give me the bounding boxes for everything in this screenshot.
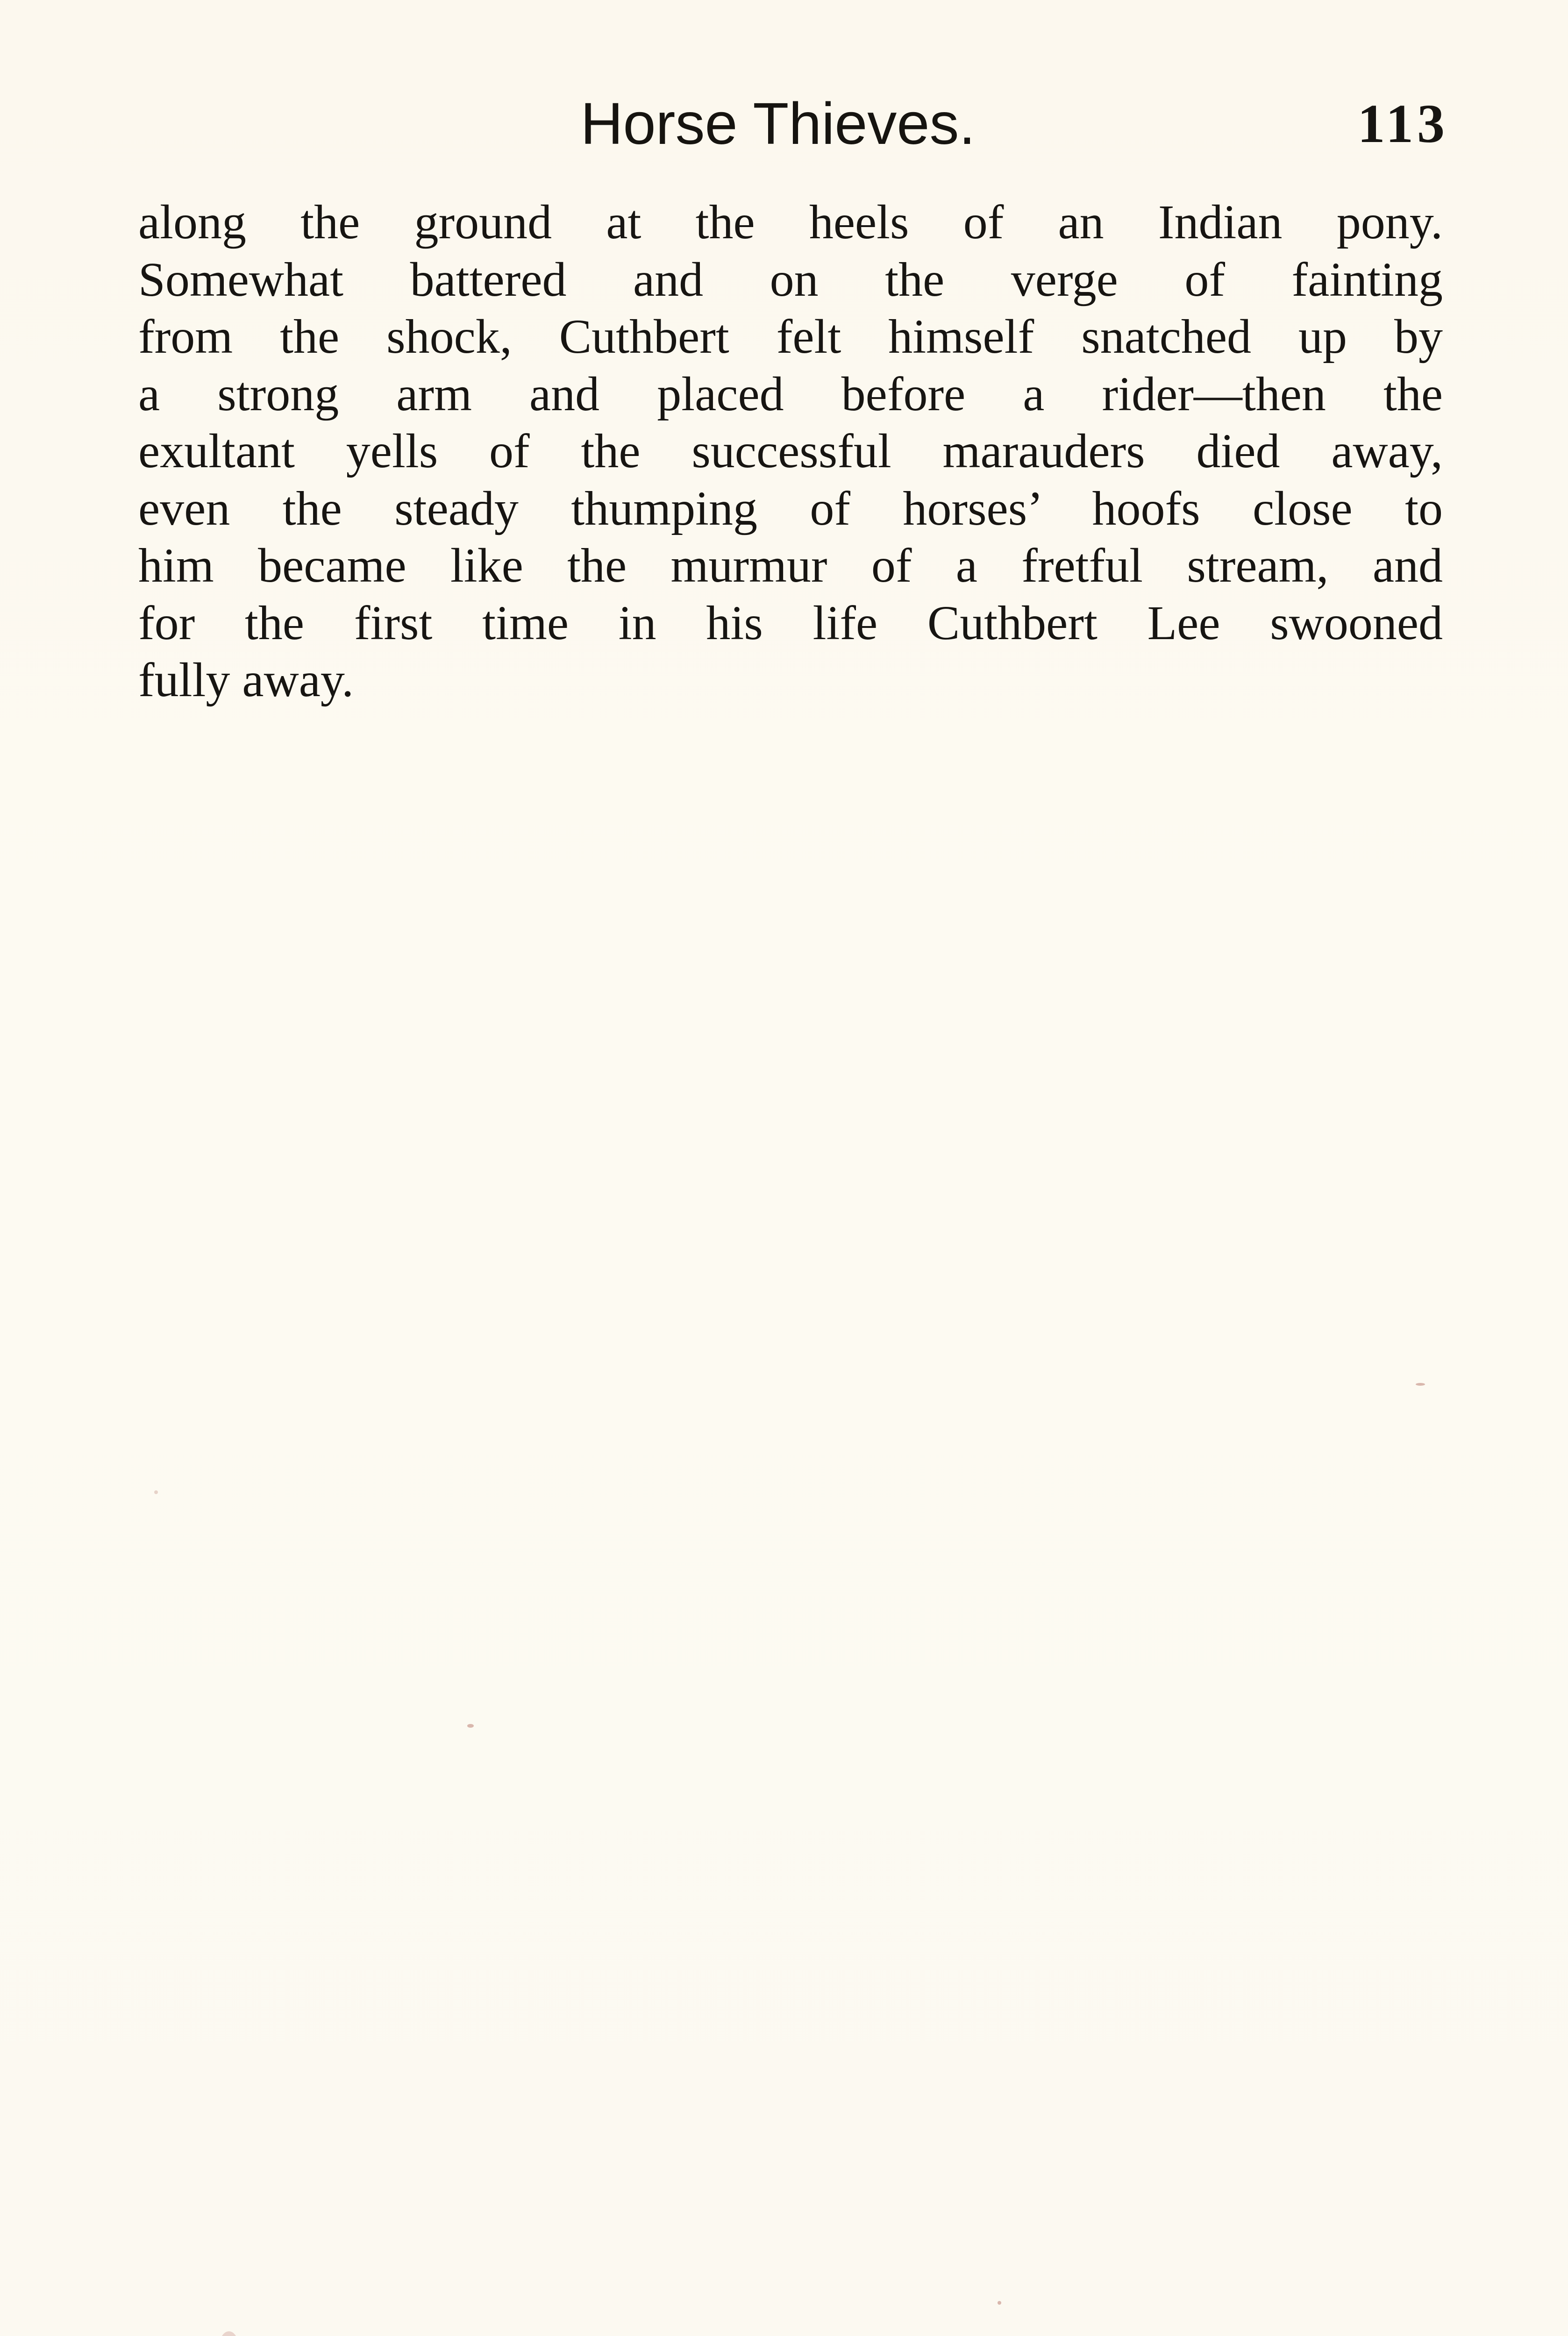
- paper-speck: [1416, 1383, 1425, 1386]
- text-line: exultant yells of the successful marauders died away,: [138, 424, 1443, 478]
- paper-speck: [220, 2331, 238, 2336]
- text-line: even the steady thumping of horses’ hoofs close to: [138, 481, 1443, 535]
- paper-speck: [467, 1724, 474, 1728]
- page-number: 113: [1357, 93, 1448, 154]
- text-line-last: fully away.: [138, 653, 354, 707]
- text-line: for the first time in his life Cuthbert Lee swooned: [138, 596, 1443, 650]
- text-line: along the ground at the heels of an Indian pony.: [138, 195, 1443, 249]
- body-paragraph: [138, 194, 1443, 709]
- text-line: from the shock, Cuthbert felt himself snatched up by: [138, 310, 1443, 363]
- paper-speck: [998, 2301, 1001, 2305]
- text-line: Somewhat battered and on the verge of fainting: [138, 252, 1443, 306]
- text-line: him became like the murmur of a fretful stream, and: [138, 539, 1443, 592]
- running-title: Horse Thieves.: [580, 91, 976, 157]
- text-line: a strong arm and placed before a rider—then the: [138, 367, 1443, 421]
- paper-speck: [154, 1490, 158, 1494]
- running-head: [0, 86, 1568, 161]
